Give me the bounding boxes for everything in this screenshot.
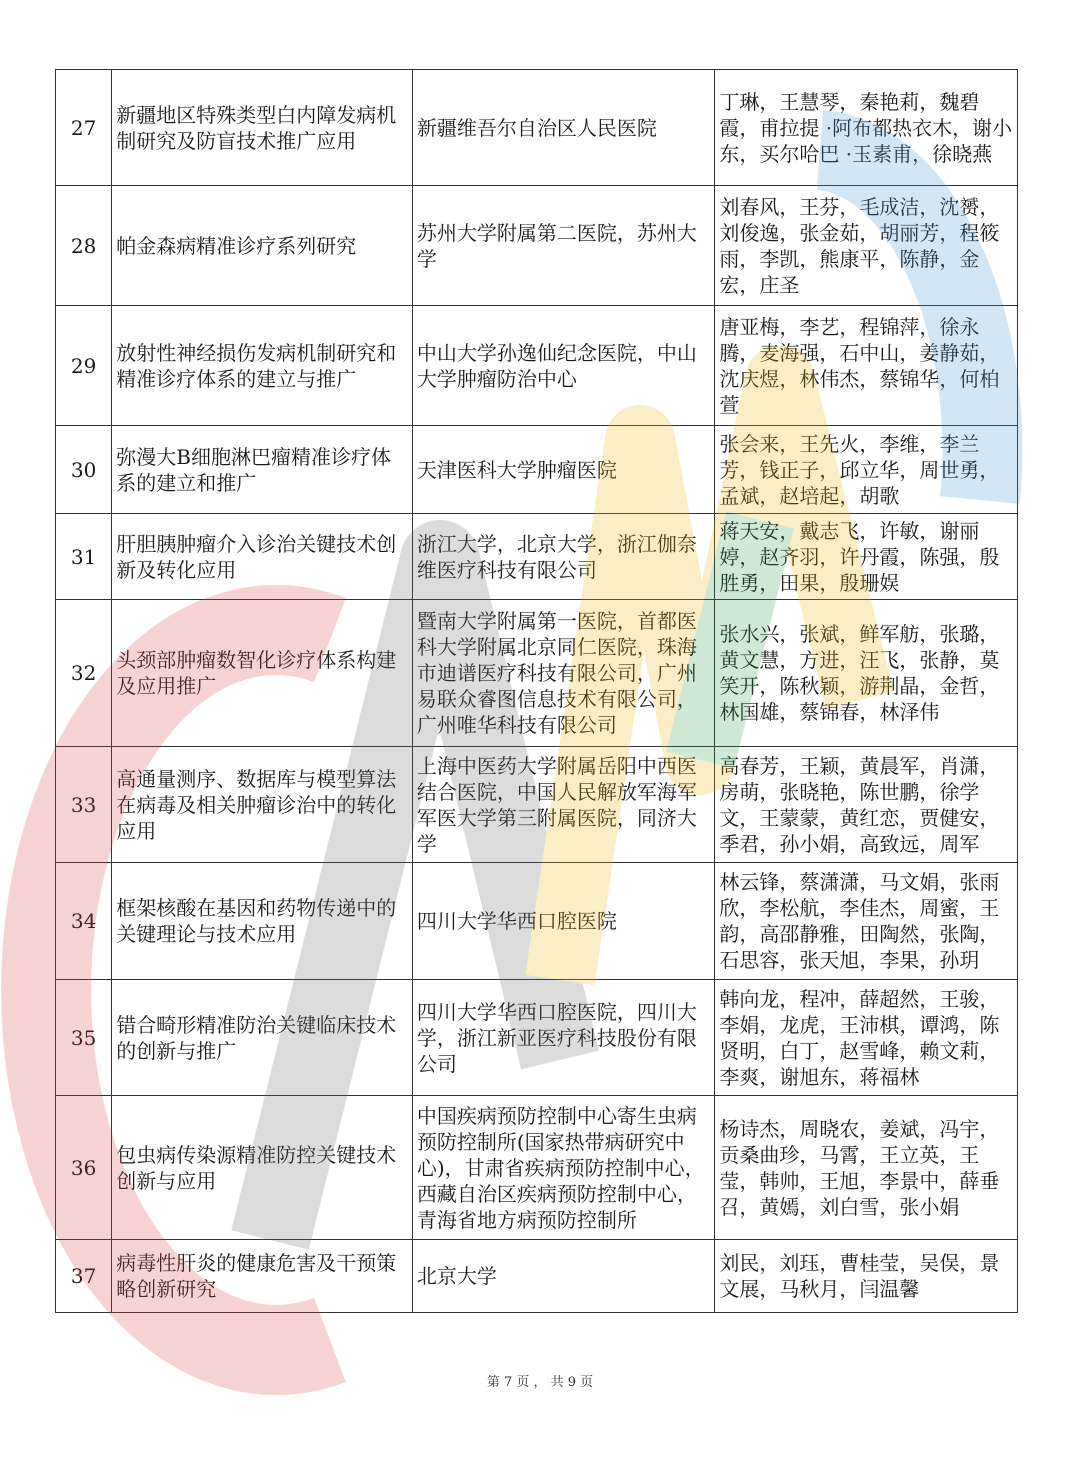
row-index: 28 xyxy=(56,186,112,306)
row-index: 32 xyxy=(56,600,112,747)
completing-people: 唐亚梅，李艺，程锦萍，徐永腾，麦海强，石中山，姜静茹，沈庆煜，林伟杰，蔡锦华，何柏萱 xyxy=(715,306,1018,426)
table-row xyxy=(56,600,1018,747)
project-title: 包虫病传染源精准防控关键技术创新与应用 xyxy=(112,1096,413,1240)
table-row xyxy=(56,980,1018,1096)
table-row xyxy=(56,186,1018,306)
project-title: 头颈部肿瘤数智化诊疗体系构建及应用推广 xyxy=(112,600,413,747)
row-index: 33 xyxy=(56,747,112,863)
row-index: 30 xyxy=(56,426,112,514)
page-footer: 第 7 页 ， 共 9 页 xyxy=(486,1375,594,1390)
table-row xyxy=(56,70,1018,186)
completing-people: 林云锋，蔡潇潇，马文娟，张雨欣，李松航，李佳杰，周蜜，王韵，高邵静雅，田陶然，张陶，石思容，张天旭，李果，孙玥 xyxy=(715,863,1018,980)
row-index: 37 xyxy=(56,1240,112,1313)
row-index: 29 xyxy=(56,306,112,426)
completing-people: 丁琳，王慧琴，秦艳莉，魏碧霞，甫拉提 ·阿布都热衣木，谢小东，买尔哈巴 ·玉素甫，徐晓燕 xyxy=(715,70,1018,186)
completing-units: 四川大学华西口腔医院 xyxy=(412,863,715,980)
completing-people: 刘春风，王芬，毛成洁，沈赟，刘俊逸，张金茹，胡丽芳，程筱雨，李凯，熊康平，陈静，金宏，庄圣 xyxy=(715,186,1018,306)
project-title: 帕金森病精准诊疗系列研究 xyxy=(112,186,413,306)
completing-people: 张会来，王先火，李维，李兰芳，钱正子，邱立华，周世勇，孟斌，赵培起，胡歌 xyxy=(715,426,1018,514)
completing-people: 刘民，刘珏，曹桂莹，吴俣，景文展，马秋月，闫温馨 xyxy=(715,1240,1018,1313)
row-index: 31 xyxy=(56,514,112,600)
project-title: 病毒性肝炎的健康危害及干预策略创新研究 xyxy=(112,1240,413,1313)
table-row xyxy=(56,1240,1018,1313)
row-index: 36 xyxy=(56,1096,112,1240)
completing-units: 北京大学 xyxy=(412,1240,715,1313)
completing-people: 高春芳，王颖，黄晨军，肖潇，房萌，张晓艳，陈世鹏，徐学文，王蒙蒙，黄红恋，贾健安，季君，孙小娟，高致远，周军 xyxy=(715,747,1018,863)
table-row xyxy=(56,514,1018,600)
completing-units: 浙江大学，北京大学，浙江伽奈维医疗科技有限公司 xyxy=(412,514,715,600)
project-title: 肝胆胰肿瘤介入诊治关键技术创新及转化应用 xyxy=(112,514,413,600)
completing-units: 上海中医药大学附属岳阳中西医结合医院，中国人民解放军海军军医大学第三附属医院，同济大学 xyxy=(412,747,715,863)
table-row xyxy=(56,426,1018,514)
project-title: 新疆地区特殊类型白内障发病机制研究及防盲技术推广应用 xyxy=(112,70,413,186)
row-index: 34 xyxy=(56,863,112,980)
table-row xyxy=(56,1096,1018,1240)
row-index: 35 xyxy=(56,980,112,1096)
completing-units: 新疆维吾尔自治区人民医院 xyxy=(412,70,715,186)
row-index: 27 xyxy=(56,70,112,186)
completing-units: 中山大学孙逸仙纪念医院，中山大学肿瘤防治中心 xyxy=(412,306,715,426)
project-title: 框架核酸在基因和药物传递中的关键理论与技术应用 xyxy=(112,863,413,980)
completing-people: 韩向龙，程冲，薛超然，王骏，李娟，龙虎，王沛棋，谭鸿，陈贤明，白丁，赵雪峰，赖文莉，李爽，谢旭东，蒋福林 xyxy=(715,980,1018,1096)
table-row xyxy=(56,863,1018,980)
completing-units: 苏州大学附属第二医院，苏州大学 xyxy=(412,186,715,306)
completing-units: 天津医科大学肿瘤医院 xyxy=(412,426,715,514)
completing-units: 中国疾病预防控制中心寄生虫病预防控制所(国家热带病研究中心)，甘肃省疾病预防控制中心，西藏自治区疾病预防控制中心，青海省地方病预防控制所 xyxy=(412,1096,715,1240)
completing-people: 张水兴，张斌，鲜军舫，张璐，黄文慧，方进，汪飞，张静，莫笑开，陈秋颖，游荆晶，金哲，林国雄，蔡锦春，林泽伟 xyxy=(715,600,1018,747)
table-row xyxy=(56,306,1018,426)
awards-table xyxy=(55,69,1018,1313)
project-title: 错合畸形精准防治关键临床技术的创新与推广 xyxy=(112,980,413,1096)
completing-units: 暨南大学附属第一医院，首都医科大学附属北京同仁医院，珠海市迪谱医疗科技有限公司，广州易联众睿图信息技术有限公司，广州唯华科技有限公司 xyxy=(412,600,715,747)
project-title: 弥漫大B细胞淋巴瘤精准诊疗体系的建立和推广 xyxy=(112,426,413,514)
completing-people: 杨诗杰，周晓农，姜斌，冯宇，贡桑曲珍，马霄，王立英，王莹，韩帅，王旭，李景中，薛垂召，黄嫣，刘白雪，张小娟 xyxy=(715,1096,1018,1240)
completing-units: 四川大学华西口腔医院，四川大学，浙江新亚医疗科技股份有限公司 xyxy=(412,980,715,1096)
project-title: 放射性神经损伤发病机制研究和精准诊疗体系的建立与推广 xyxy=(112,306,413,426)
project-title: 高通量测序、数据库与模型算法在病毒及相关肿瘤诊治中的转化应用 xyxy=(112,747,413,863)
table-row xyxy=(56,747,1018,863)
completing-people: 蒋天安，戴志飞，许敏，谢丽婷，赵齐羽，许丹霞，陈强，殷胜勇，田果，殷珊娱 xyxy=(715,514,1018,600)
